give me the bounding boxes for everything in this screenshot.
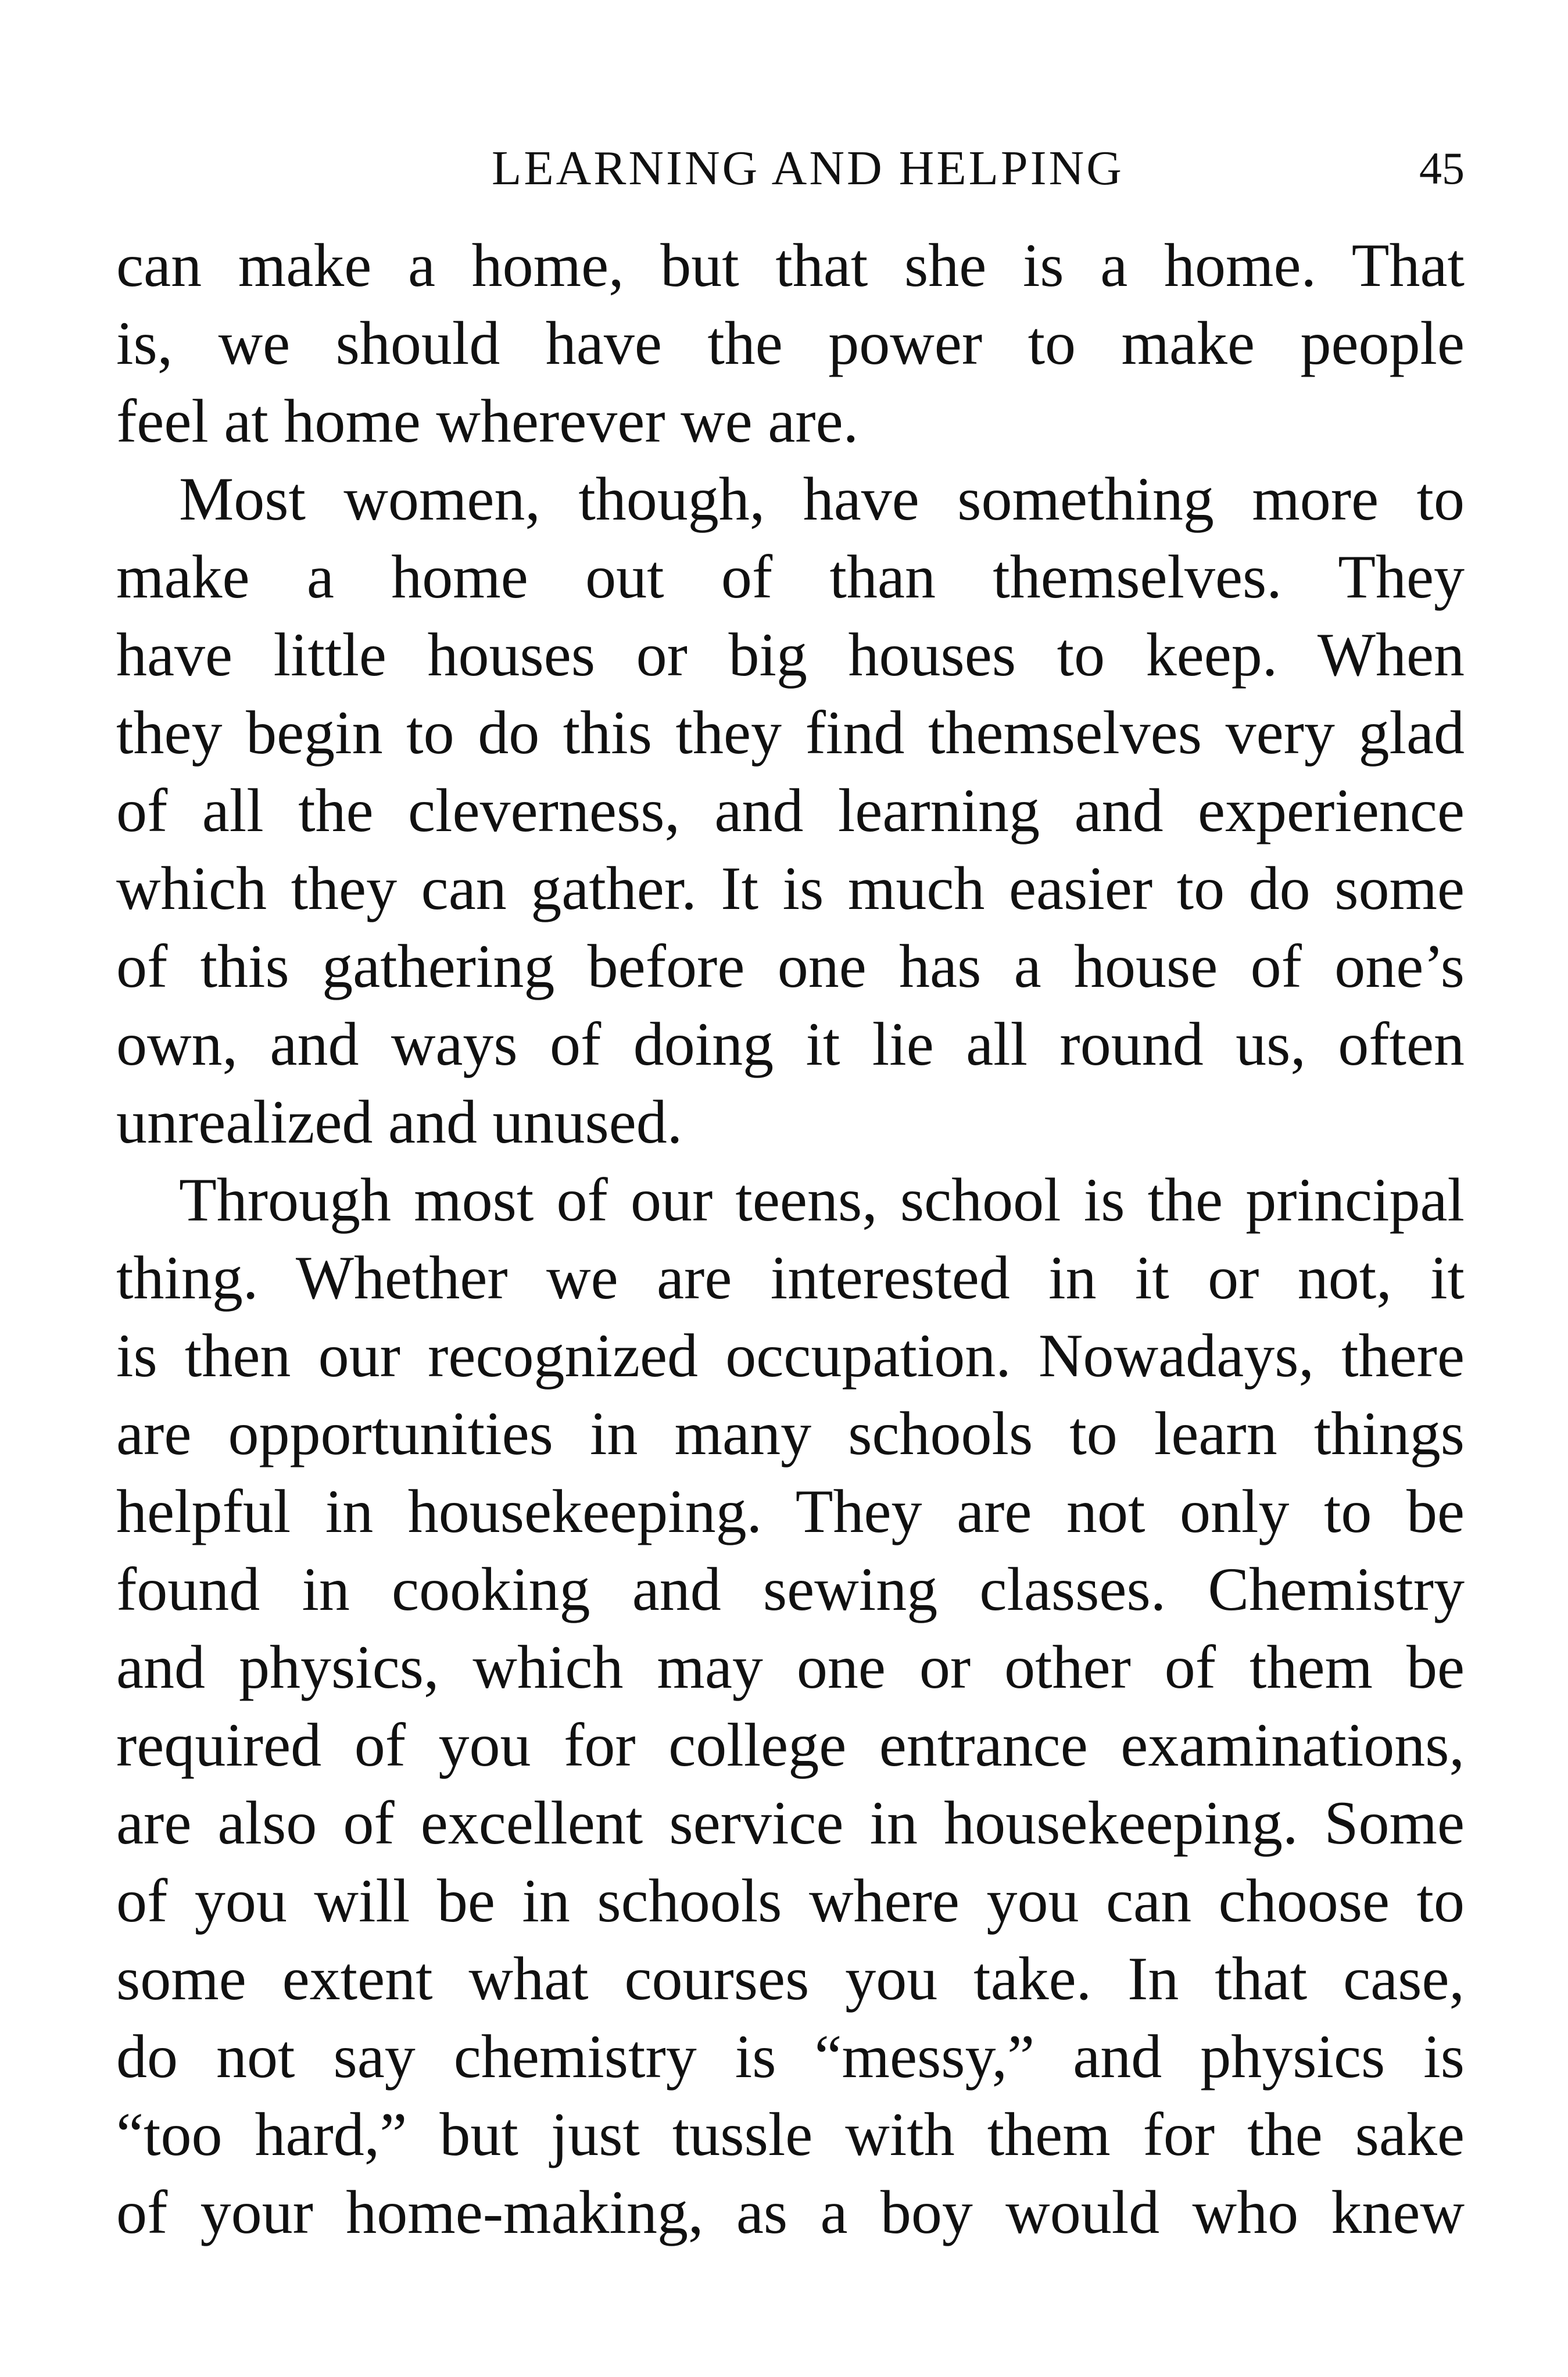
text-line: helpful in housekeeping. They are not only to be — [116, 1477, 1465, 1545]
text-line: are also of excellent service in housekeeping. Some — [116, 1789, 1465, 1857]
text-line: found in cooking and sewing classes. Chemistry — [116, 1555, 1465, 1623]
text-line: of you will be in schools where you can choose to — [116, 1867, 1465, 1935]
text-line: which they can gather. It is much easier to do some — [116, 854, 1465, 922]
text-line: feel at home wherever we are. — [116, 387, 859, 455]
running-title: LEARNING AND HELPING — [492, 141, 1124, 195]
text-line: are opportunities in many schools to learn things — [116, 1399, 1465, 1467]
text-line: of this gathering before one has a house of one’s — [116, 932, 1465, 1000]
text-line: own, and ways of doing it lie all round us, often — [116, 1010, 1465, 1078]
page-number: 45 — [1419, 143, 1465, 194]
text-line: can make a home, but that she is a home. That — [116, 231, 1465, 299]
text-line: thing. Whether we are interested in it or not, it — [116, 1244, 1465, 1312]
text-line: unrealized and unused. — [116, 1088, 683, 1156]
running-head — [116, 134, 1465, 209]
paragraph — [116, 460, 1465, 1161]
text-line: some extent what courses you take. In that case, — [116, 1945, 1465, 2013]
text-line: required of you for college entrance examinations, — [116, 1711, 1465, 1779]
text-line: is then our recognized occupation. Nowadays, there — [116, 1322, 1465, 1390]
text-line: Through most of our teens, school is the principal — [179, 1166, 1465, 1234]
text-line: and physics, which may one or other of them be — [116, 1633, 1465, 1701]
text-line: is, we should have the power to make people — [116, 309, 1465, 377]
text-line: they begin to do this they find themselves very glad — [116, 699, 1465, 767]
text-line: have little houses or big houses to keep. When — [116, 621, 1465, 689]
text-line: do not say chemistry is “messy,” and physics is — [116, 2022, 1465, 2090]
text-line: make a home out of than themselves. They — [116, 543, 1465, 611]
paragraph — [116, 227, 1465, 460]
text-line: of your home-making, as a boy would who knew — [116, 2178, 1465, 2246]
text-line: Most women, though, have something more to — [179, 465, 1465, 533]
paragraph — [116, 1161, 1465, 2251]
text-line: of all the cleverness, and learning and experience — [116, 776, 1465, 844]
text-line: “too hard,” but just tussle with them for the sake — [116, 2100, 1465, 2168]
body-text — [116, 227, 1465, 2251]
